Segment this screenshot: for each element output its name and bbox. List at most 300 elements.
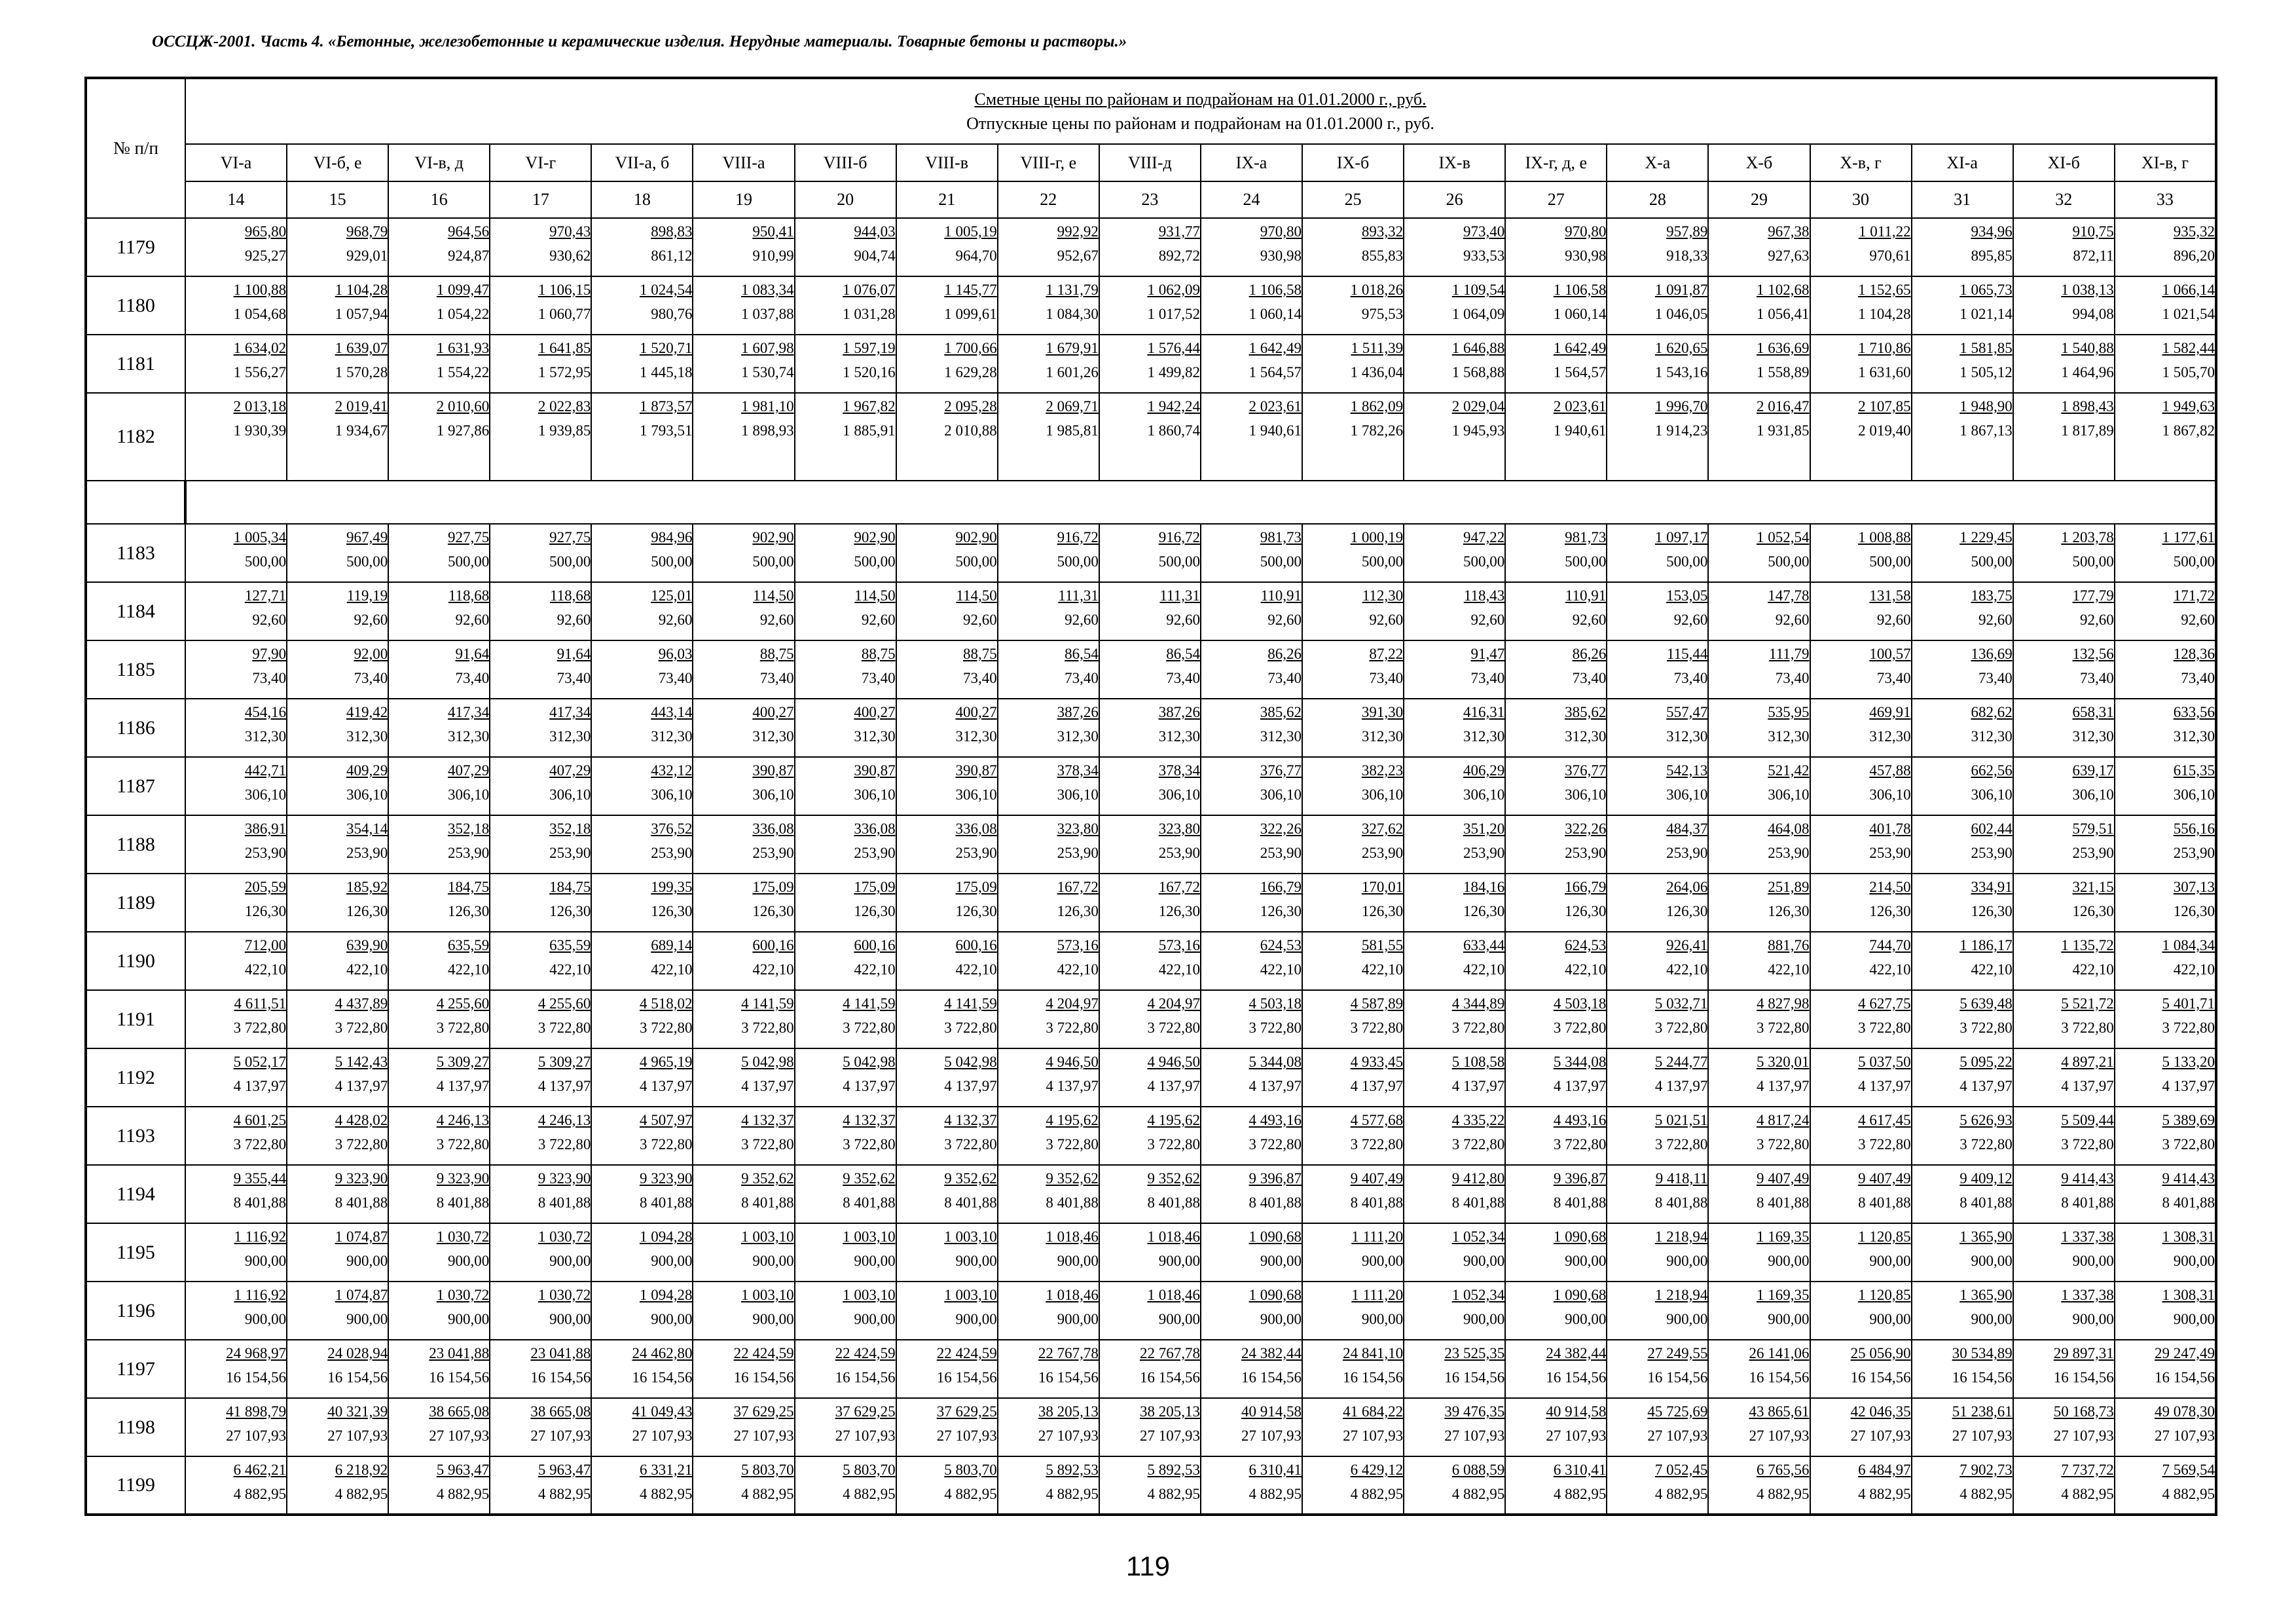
estimated-price: 4 518,02 — [639, 995, 693, 1012]
price-cell — [287, 393, 388, 481]
price-cell — [693, 335, 794, 393]
price-cell — [1607, 990, 1708, 1048]
release-price: 1 931,85 — [1757, 422, 1810, 439]
price-cell — [1201, 218, 1302, 276]
estimated-price: 1 639,07 — [335, 340, 388, 356]
estimated-price: 171,72 — [2173, 587, 2215, 604]
estimated-price: 43 865,61 — [1749, 1403, 1810, 1420]
estimated-price: 336,08 — [752, 821, 794, 837]
release-price: 8 401,88 — [538, 1194, 591, 1211]
release-price: 92,60 — [963, 612, 997, 628]
price-cell — [1708, 1340, 1810, 1398]
price-cell — [388, 874, 490, 932]
estimated-price: 4 246,13 — [538, 1112, 591, 1128]
release-price: 126,30 — [1260, 903, 1302, 919]
estimated-price: 86,54 — [1065, 646, 1099, 662]
price-cell — [1404, 699, 1505, 757]
price-cell — [388, 757, 490, 815]
estimated-price: 9 352,62 — [1147, 1170, 1200, 1187]
estimated-price: 9 352,62 — [1046, 1170, 1099, 1187]
price-cell — [693, 1048, 794, 1107]
release-price: 3 722,80 — [944, 1136, 997, 1153]
estimated-price: 967,38 — [1768, 223, 1810, 240]
release-price: 92,60 — [1065, 612, 1099, 628]
estimated-price: 251,89 — [1768, 879, 1810, 895]
release-price: 8 401,88 — [335, 1194, 388, 1211]
release-price: 1 054,68 — [233, 306, 287, 322]
estimated-price: 1 634,02 — [233, 340, 287, 356]
release-price: 126,30 — [1666, 903, 1708, 919]
region-header: VI-г — [490, 144, 591, 181]
release-price: 1 629,28 — [944, 364, 997, 380]
price-cell — [490, 1107, 591, 1165]
price-cell — [2115, 582, 2216, 640]
price-cell — [1607, 874, 1708, 932]
price-cell — [795, 1165, 896, 1223]
release-price: 16 154,56 — [1952, 1369, 2013, 1386]
estimated-price: 24 968,97 — [226, 1345, 287, 1361]
region-header: VIII-а — [693, 144, 794, 181]
estimated-price: 1 106,58 — [1248, 282, 1302, 298]
estimated-price: 1 005,34 — [233, 529, 287, 545]
price-cell — [287, 990, 388, 1048]
column-number: 26 — [1404, 181, 1505, 218]
price-cell — [1099, 393, 1201, 481]
estimated-price: 376,77 — [1260, 762, 1302, 779]
table-row — [86, 699, 2216, 757]
price-cell — [1912, 335, 2013, 393]
price-cell — [1708, 815, 1810, 874]
estimated-price: 1 948,90 — [1959, 398, 2013, 415]
release-price: 1 564,57 — [1248, 364, 1302, 380]
estimated-price: 600,16 — [752, 937, 794, 953]
row-number: 1188 — [86, 815, 185, 874]
release-price: 1 017,52 — [1147, 306, 1200, 322]
release-price: 3 722,80 — [1757, 1020, 1810, 1036]
price-cell — [591, 699, 693, 757]
estimated-price: 136,69 — [1971, 646, 2013, 662]
price-cell — [795, 335, 896, 393]
release-price: 4 137,97 — [1248, 1078, 1302, 1094]
estimated-price: 97,90 — [252, 646, 287, 662]
release-price: 900,00 — [1768, 1311, 1810, 1327]
estimated-price: 264,06 — [1666, 879, 1708, 895]
price-cell — [693, 276, 794, 335]
price-cell — [795, 1340, 896, 1398]
price-cell — [1302, 1107, 1404, 1165]
price-cell — [1201, 699, 1302, 757]
release-price: 3 722,80 — [2162, 1136, 2215, 1153]
price-cell — [1810, 335, 1912, 393]
price-cell — [2013, 932, 2115, 990]
price-cell — [896, 932, 998, 990]
estimated-price: 1 106,58 — [1553, 282, 1607, 298]
release-price: 306,10 — [2072, 786, 2114, 803]
release-price: 312,30 — [2072, 728, 2114, 745]
price-cell — [490, 1165, 591, 1223]
price-cell — [1099, 1165, 1201, 1223]
price-cell — [287, 218, 388, 276]
estimated-price: 1 631,93 — [436, 340, 490, 356]
column-number: 28 — [1607, 181, 1708, 218]
column-number: 30 — [1810, 181, 1912, 218]
price-cell — [1810, 1165, 1912, 1223]
release-price: 126,30 — [1971, 903, 2013, 919]
price-cell — [795, 582, 896, 640]
release-price: 3 722,80 — [538, 1136, 591, 1153]
price-cell — [1505, 874, 1607, 932]
price-cell — [693, 815, 794, 874]
region-header: X-б — [1708, 144, 1810, 181]
release-price: 126,30 — [244, 903, 287, 919]
estimated-price: 1 942,24 — [1147, 398, 1200, 415]
price-cell — [1607, 699, 1708, 757]
price-cell — [1810, 874, 1912, 932]
release-price: 500,00 — [244, 553, 287, 570]
estimated-price: 4 493,16 — [1248, 1112, 1302, 1128]
release-price: 3 722,80 — [1553, 1136, 1607, 1153]
price-cell — [1505, 1107, 1607, 1165]
release-price: 4 137,97 — [1147, 1078, 1200, 1094]
column-number: 20 — [795, 181, 896, 218]
release-price: 73,40 — [759, 670, 794, 686]
price-cell — [287, 640, 388, 699]
release-price: 253,90 — [1057, 845, 1099, 861]
price-cell — [490, 1048, 591, 1107]
price-cell — [1607, 524, 1708, 582]
price-cell — [1404, 393, 1505, 481]
release-price: 900,00 — [2173, 1253, 2215, 1269]
release-price: 1 817,89 — [2061, 422, 2114, 439]
estimated-price: 1 365,90 — [1959, 1287, 2013, 1303]
estimated-price: 7 902,73 — [1959, 1462, 2013, 1478]
estimated-price: 4 335,22 — [1451, 1112, 1505, 1128]
estimated-price: 1 642,49 — [1248, 340, 1302, 356]
release-price: 3 722,80 — [436, 1136, 490, 1153]
price-cell — [795, 276, 896, 335]
release-price: 27 107,93 — [835, 1428, 896, 1444]
estimated-price: 4 587,89 — [1350, 995, 1404, 1012]
estimated-price: 964,56 — [448, 223, 490, 240]
release-price: 253,90 — [752, 845, 794, 861]
release-price: 500,00 — [955, 553, 997, 570]
release-price: 994,08 — [2072, 306, 2114, 322]
price-cell — [795, 990, 896, 1048]
release-price: 422,10 — [448, 961, 490, 978]
row-number: 1190 — [86, 932, 185, 990]
estimated-price: 484,37 — [1666, 821, 1708, 837]
price-cell — [693, 1282, 794, 1340]
estimated-price: 4 577,68 — [1350, 1112, 1404, 1128]
price-cell — [1505, 1456, 1607, 1515]
estimated-price: 624,53 — [1565, 937, 1607, 953]
release-price: 253,90 — [1158, 845, 1200, 861]
price-cell — [388, 218, 490, 276]
estimated-price: 967,49 — [346, 529, 388, 545]
price-cell — [1708, 990, 1810, 1048]
price-cell — [1201, 640, 1302, 699]
estimated-price: 469,91 — [1869, 704, 1911, 720]
price-cell — [490, 524, 591, 582]
price-cell — [896, 1282, 998, 1340]
price-cell — [998, 1456, 1099, 1515]
price-cell — [287, 1282, 388, 1340]
release-price: 925,27 — [244, 248, 287, 264]
price-cell — [1810, 640, 1912, 699]
release-price: 3 722,80 — [1248, 1020, 1302, 1036]
table-row — [86, 393, 2216, 481]
estimated-price: 127,71 — [244, 587, 287, 604]
price-cell — [693, 932, 794, 990]
estimated-price: 41 049,43 — [632, 1403, 693, 1420]
estimated-price: 4 897,21 — [2061, 1054, 2114, 1070]
price-cell — [2013, 699, 2115, 757]
estimated-price: 1 511,39 — [1351, 340, 1404, 356]
estimated-price: 322,26 — [1565, 821, 1607, 837]
price-cell — [2013, 1223, 2115, 1282]
release-price: 16 154,56 — [1749, 1369, 1810, 1386]
price-cell — [998, 335, 1099, 393]
price-cell — [1708, 757, 1810, 815]
estimated-price: 635,59 — [448, 937, 490, 953]
column-number: 25 — [1302, 181, 1404, 218]
price-cell — [896, 640, 998, 699]
table-row — [86, 335, 2216, 393]
estimated-price: 4 933,45 — [1350, 1054, 1404, 1070]
estimated-price: 419,42 — [346, 704, 388, 720]
release-price: 3 722,80 — [1350, 1136, 1404, 1153]
price-cell — [998, 1048, 1099, 1107]
price-cell — [388, 640, 490, 699]
row-number: 1186 — [86, 699, 185, 757]
release-price: 924,87 — [448, 248, 490, 264]
release-price: 900,00 — [1666, 1253, 1708, 1269]
price-cell — [795, 1223, 896, 1282]
price-cell — [1201, 1398, 1302, 1456]
price-cell — [1404, 1398, 1505, 1456]
estimated-price: 175,09 — [752, 879, 794, 895]
price-cell — [1810, 1398, 1912, 1456]
release-price: 253,90 — [1565, 845, 1607, 861]
release-price: 27 107,93 — [2155, 1428, 2215, 1444]
release-price: 900,00 — [1260, 1253, 1302, 1269]
estimated-price: 385,62 — [1565, 704, 1607, 720]
price-cell — [795, 815, 896, 874]
price-cell — [2115, 1048, 2216, 1107]
release-price: 4 137,97 — [1553, 1078, 1607, 1094]
price-cell — [1810, 582, 1912, 640]
price-cell — [1201, 1340, 1302, 1398]
price-cell — [2115, 1223, 2216, 1282]
estimated-price: 5 095,22 — [1959, 1054, 2013, 1070]
release-price: 3 722,80 — [1046, 1020, 1099, 1036]
release-price: 1 543,16 — [1654, 364, 1708, 380]
column-number: 15 — [287, 181, 388, 218]
price-cell — [998, 815, 1099, 874]
estimated-price: 6 218,92 — [335, 1462, 388, 1478]
estimated-price: 352,18 — [448, 821, 490, 837]
release-price: 306,10 — [1565, 786, 1607, 803]
price-cell — [2115, 932, 2216, 990]
estimated-price: 557,47 — [1666, 704, 1708, 720]
estimated-price: 1 873,57 — [639, 398, 693, 415]
price-cell — [1302, 932, 1404, 990]
estimated-price: 4 255,60 — [436, 995, 490, 1012]
estimated-price: 1 111,20 — [1351, 1287, 1404, 1303]
estimated-price: 22 767,78 — [1038, 1345, 1099, 1361]
release-price: 27 107,93 — [1952, 1428, 2013, 1444]
price-cell — [1099, 990, 1201, 1048]
release-price: 1 793,51 — [639, 422, 693, 439]
price-cell — [185, 640, 287, 699]
price-cell — [795, 218, 896, 276]
price-cell — [693, 218, 794, 276]
release-price: 4 882,95 — [1350, 1486, 1404, 1502]
estimated-price: 1 308,31 — [2162, 1287, 2215, 1303]
release-price: 900,00 — [2173, 1311, 2215, 1327]
price-cell — [1505, 335, 1607, 393]
release-price: 4 137,97 — [1350, 1078, 1404, 1094]
price-cell — [490, 699, 591, 757]
price-cell — [287, 874, 388, 932]
release-price: 900,00 — [448, 1311, 490, 1327]
release-price: 126,30 — [2173, 903, 2215, 919]
release-price: 4 882,95 — [2061, 1486, 2114, 1502]
release-price: 422,10 — [1869, 961, 1911, 978]
release-price: 126,30 — [651, 903, 693, 919]
release-price: 92,60 — [1775, 612, 1810, 628]
release-price: 3 722,80 — [1046, 1136, 1099, 1153]
price-cell — [1810, 524, 1912, 582]
price-cell — [591, 1107, 693, 1165]
price-cell — [591, 1340, 693, 1398]
estimated-price: 391,30 — [1361, 704, 1404, 720]
price-cell — [896, 524, 998, 582]
release-price: 1 104,28 — [1858, 306, 1911, 322]
price-cell — [185, 757, 287, 815]
release-price: 4 137,97 — [944, 1078, 997, 1094]
estimated-price: 1 000,19 — [1350, 529, 1404, 545]
estimated-price: 87,22 — [1369, 646, 1404, 662]
release-price: 3 722,80 — [2162, 1020, 2215, 1036]
price-cell — [795, 874, 896, 932]
price-cell — [1607, 1107, 1708, 1165]
estimated-price: 166,79 — [1565, 879, 1607, 895]
price-cell — [2013, 1282, 2115, 1340]
price-cell — [795, 757, 896, 815]
price-cell — [1201, 524, 1302, 582]
price-cell — [287, 815, 388, 874]
estimated-price: 898,83 — [651, 223, 693, 240]
price-cell — [1912, 757, 2013, 815]
estimated-price: 1 018,46 — [1046, 1228, 1099, 1245]
column-number: 32 — [2013, 181, 2115, 218]
release-price: 4 882,95 — [1553, 1486, 1607, 1502]
price-cell — [388, 815, 490, 874]
price-cell — [388, 276, 490, 335]
estimated-price: 5 344,08 — [1553, 1054, 1607, 1070]
release-price: 306,10 — [346, 786, 388, 803]
estimated-price: 1 052,54 — [1757, 529, 1810, 545]
estimated-price: 88,75 — [759, 646, 794, 662]
price-cell — [1404, 757, 1505, 815]
estimated-price: 1 131,79 — [1046, 282, 1099, 298]
estimated-price: 185,92 — [346, 879, 388, 895]
price-cell — [1404, 874, 1505, 932]
release-price: 73,40 — [1572, 670, 1607, 686]
price-cell — [998, 1398, 1099, 1456]
release-price: 73,40 — [963, 670, 997, 686]
release-price: 4 882,95 — [1147, 1486, 1200, 1502]
estimated-price: 407,29 — [549, 762, 591, 779]
estimated-price: 354,14 — [346, 821, 388, 837]
estimated-price: 4 503,18 — [1248, 995, 1302, 1012]
price-cell — [2115, 1107, 2216, 1165]
release-price: 306,10 — [1361, 786, 1404, 803]
estimated-price: 39 476,35 — [1444, 1403, 1505, 1420]
release-price: 92,60 — [1876, 612, 1911, 628]
release-price: 27 107,93 — [1647, 1428, 1708, 1444]
estimated-price: 5 401,71 — [2162, 995, 2215, 1012]
release-price: 900,00 — [1565, 1253, 1607, 1269]
price-cell — [591, 582, 693, 640]
price-cell — [693, 1340, 794, 1398]
estimated-price: 382,23 — [1361, 762, 1404, 779]
release-price: 92,60 — [2181, 612, 2215, 628]
column-number: 21 — [896, 181, 998, 218]
price-cell — [490, 335, 591, 393]
release-price: 422,10 — [1158, 961, 1200, 978]
estimated-price: 390,87 — [854, 762, 896, 779]
estimated-price: 400,27 — [854, 704, 896, 720]
release-price: 422,10 — [244, 961, 287, 978]
column-number: 19 — [693, 181, 794, 218]
estimated-price: 1 003,10 — [741, 1228, 794, 1245]
price-cell — [1708, 874, 1810, 932]
estimated-price: 633,56 — [2173, 704, 2215, 720]
price-cell — [896, 1340, 998, 1398]
release-price: 1 057,94 — [335, 306, 388, 322]
price-cell — [896, 335, 998, 393]
row-number: 1183 — [86, 524, 185, 582]
estimated-price: 2 016,47 — [1757, 398, 1810, 415]
table-row — [86, 1398, 2216, 1456]
price-cell — [1099, 815, 1201, 874]
release-price: 306,10 — [651, 786, 693, 803]
price-cell — [185, 1398, 287, 1456]
estimated-price: 1 094,28 — [639, 1228, 693, 1245]
price-cell — [1607, 1398, 1708, 1456]
release-price: 306,10 — [1666, 786, 1708, 803]
price-cell — [693, 757, 794, 815]
release-price: 900,00 — [1361, 1253, 1404, 1269]
estimated-price: 5 142,43 — [335, 1054, 388, 1070]
release-price: 500,00 — [1260, 553, 1302, 570]
release-price: 3 722,80 — [538, 1020, 591, 1036]
estimated-price: 970,80 — [1565, 223, 1607, 240]
release-price: 3 722,80 — [1451, 1136, 1505, 1153]
estimated-price: 6 331,21 — [639, 1462, 693, 1478]
price-cell — [2115, 1282, 2216, 1340]
estimated-price: 573,16 — [1057, 937, 1099, 953]
release-price: 4 882,95 — [436, 1486, 490, 1502]
estimated-price: 177,79 — [2072, 587, 2114, 604]
price-cell — [1201, 815, 1302, 874]
estimated-price: 1 365,90 — [1959, 1228, 2013, 1245]
release-price: 900,00 — [2072, 1311, 2114, 1327]
release-price: 4 882,95 — [1654, 1486, 1708, 1502]
price-cell — [1404, 276, 1505, 335]
